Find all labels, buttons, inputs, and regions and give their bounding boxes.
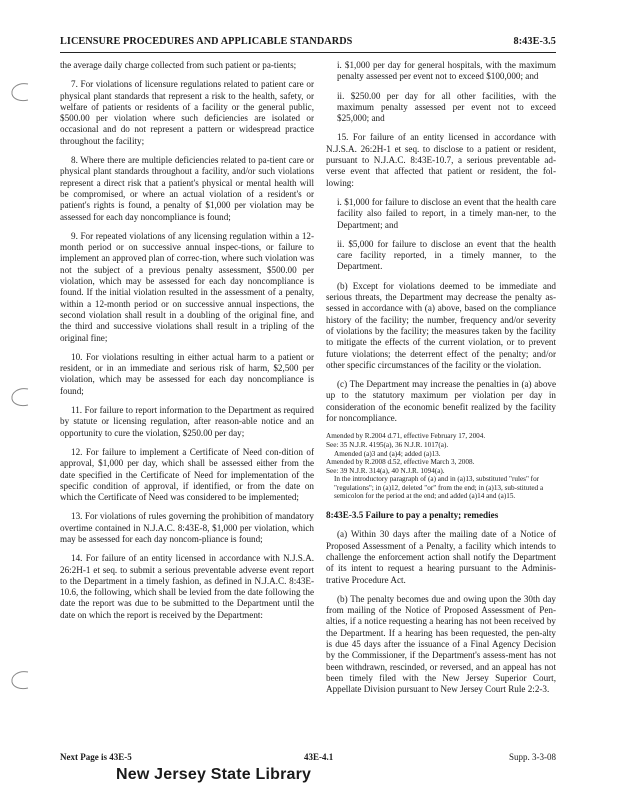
section-paragraph-a: (a) Within 30 days after the mailing date of a Notice of Proposed Assessment of a Penalty, a facility which intends to challenge the enforcement action shall notify the Department of its intent to request a hearing pursuant to the Adminis-trative Procedure Act. bbox=[326, 529, 556, 585]
right-column bbox=[326, 60, 556, 704]
amendment-notes bbox=[326, 432, 556, 501]
section-heading: 8:43E-3.5 Failure to pay a penalty; remedies bbox=[326, 510, 499, 521]
subitem-14-i: i. $1,000 per day for general hospitals, with the maximum penalty assessed per event not to exceed $100,000; and bbox=[337, 60, 556, 82]
punch-hole-icon bbox=[8, 385, 34, 411]
header-section-number: 8:43E-3.5 bbox=[513, 36, 556, 47]
note-line: In the introductory paragraph of (a) and in (a)13, substituted "rules" for "regulations"; in (a)12, deleted "or" from the end; in (a)13, sub-stituted a semicolon for the period at the end; and added (a)14 and (a)15. bbox=[334, 475, 544, 501]
header-rule bbox=[60, 52, 556, 53]
paragraph-12: 12. For failure to implement a Certificate of Need con-dition of approval, $1,000 per day, which shall be assessed either from the date specified in the Certificate of Need for implementation of the specific condition of approval, if identified, or from the date on which the Certificate of Need was considered to be implemented; bbox=[60, 446, 314, 503]
paragraph-continuation: the average daily charge collected from such patient or pa-tients; bbox=[60, 60, 297, 70]
note-line: See: 35 N.J.R. 4195(a), 36 N.J.R. 1017(a). bbox=[326, 440, 449, 449]
next-page-note: Next Page is 43E-5 bbox=[60, 752, 132, 762]
punch-hole-icon bbox=[8, 80, 34, 106]
subitem-15-ii: ii. $5,000 for failure to disclose an event that the health care facility reported, in a timely manner, to the Department. bbox=[337, 238, 556, 272]
paragraph-11: 11. For failure to report information to the Department as required by statute or licensing regulation, after reason-able notice and an opportunity to cure the violation, $250.00 per day; bbox=[60, 405, 314, 438]
note-line: Amended (a)3 and (a)4; added (a)13. bbox=[334, 449, 441, 458]
subitem-14-ii: ii. $250.00 per day for all other facilities, with the maximum penalty assessed per event not to exceed $25,000; and bbox=[337, 90, 556, 124]
paragraph-b: (b) Except for violations deemed to be immediate and serious threats, the Department may decrease the penalty as-sessed in accordance with (a) above, based on the compliance history of the facility; the number, frequency and/or severity of violations by the facility; the measures taken by the facility to mitigate the effects of the current violation, or to prevent future violations; the deterrent effect of the penalty; and/or other specific circumstances of the facility or the violation. bbox=[326, 280, 556, 370]
paragraph-14: 14. For failure of an entity licensed in accordance with N.J.S.A. 26:2H-1 et seq. to submit a serious preventable adverse event report to the Department in a timely fashion, as defined in N.J.A.C. 8:43E-10.6, the following, which shall be levied from the date following the date the report was due to be submitted to the Department until the date on which the report is received by the Department: bbox=[60, 553, 314, 620]
page-number: 43E-4.1 bbox=[304, 752, 334, 762]
left-column bbox=[60, 60, 314, 629]
note-line: See: 39 N.J.R. 314(a), 40 N.J.R. 1094(a). bbox=[326, 466, 445, 475]
paragraph-8: 8. Where there are multiple deficiencies related to pa-tient care or physical plant standards throughout a facility, and/or such violations represent a direct risk that a patient's physical or mental health will be compromised, or where an actual violation of a resident's or patient's rights is found, a penalty of $1,000 per violation may be assessed for each day noncompliance is found; bbox=[60, 155, 314, 222]
paragraph-10: 10. For violations resulting in either actual harm to a patient or resident, or in an immediate and serious risk of harm, $2,500 per violation, which may be assessed for each day noncompliance is found; bbox=[60, 351, 314, 396]
note-line: Amended by R.2004 d.71, effective February 17, 2004. bbox=[326, 432, 486, 441]
paragraph-9: 9. For repeated violations of any licensing regulation within a 12-month period or on successive annual inspec-tions, or failure to implement an approved plan of correc-tion, where such violation was not the subject of a previous penalty assessment, $500.00 per violation, which may be assessed for each day noncompliance is found. If the initial violation resulted in the assessment of a penalty, within a 12-month period or on successive annual inspections, the second violation shall result in a doubling of the original fine, and the third and successive violations shall result in a tripling of the original fine; bbox=[60, 230, 314, 343]
note-line: Amended by R.2008 d.52, effective March 3, 2008. bbox=[326, 458, 475, 467]
section-paragraph-b: (b) The penalty becomes due and owing upon the 30th day from mailing of the Notice of Proposed Assessment of Pen-alties, if a notice requesting a hearing has not been received by the Department. If a hearing has been requested, the pen-alty is due 45 days after the issuance of a Final Agency Decision by the Commissioner, if the Department's assess-ment has not been withdrawn, rescinded, or reversed, and an appeal has not been timely filed with the New Jersey Superior Court, Appellate Division pursuant to New Jersey Court Rule 2:2-3. bbox=[326, 593, 556, 695]
library-watermark: New Jersey State Library bbox=[116, 766, 312, 783]
punch-hole-icon bbox=[8, 668, 34, 694]
paragraph-c: (c) The Department may increase the penalties in (a) above up to the statutory maximum per violation per day in consideration of the economic benefit realized by the facility for noncompliance. bbox=[326, 379, 556, 424]
running-header bbox=[60, 36, 556, 50]
supplement-date: Supp. 3-3-08 bbox=[509, 752, 556, 762]
header-title: LICENSURE PROCEDURES AND APPLICABLE STANDARDS bbox=[60, 36, 353, 47]
paragraph-7: 7. For violations of licensure regulations related to patient care or physical plant standards that represent a risk to the health, safety, or welfare of patients or residents of a facility or the general public, $500.00 per violation where such deficiencies are isolated or occasional and do not represent a pattern or widespread practice throughout the facility; bbox=[60, 79, 314, 146]
subitem-15-i: i. $1,000 for failure to disclose an event that the health care facility also failed to report, in a timely man-ner, to the Department; and bbox=[337, 196, 556, 230]
paragraph-15: 15. For failure of an entity licensed in accordance with N.J.S.A. 26:2H-1 et seq. to disclose to a patient or resident, pursuant to N.J.A.C. 8:43E-10.7, a serious preventable ad-verse event that affected that patient or resident, the fol-lowing: bbox=[326, 132, 556, 188]
paragraph-13: 13. For violations of rules governing the prohibition of mandatory overtime contained in N.J.A.C. 8:43E-8, $1,000 per violation, which may be assessed for each day noncom-pliance is found; bbox=[60, 511, 314, 544]
